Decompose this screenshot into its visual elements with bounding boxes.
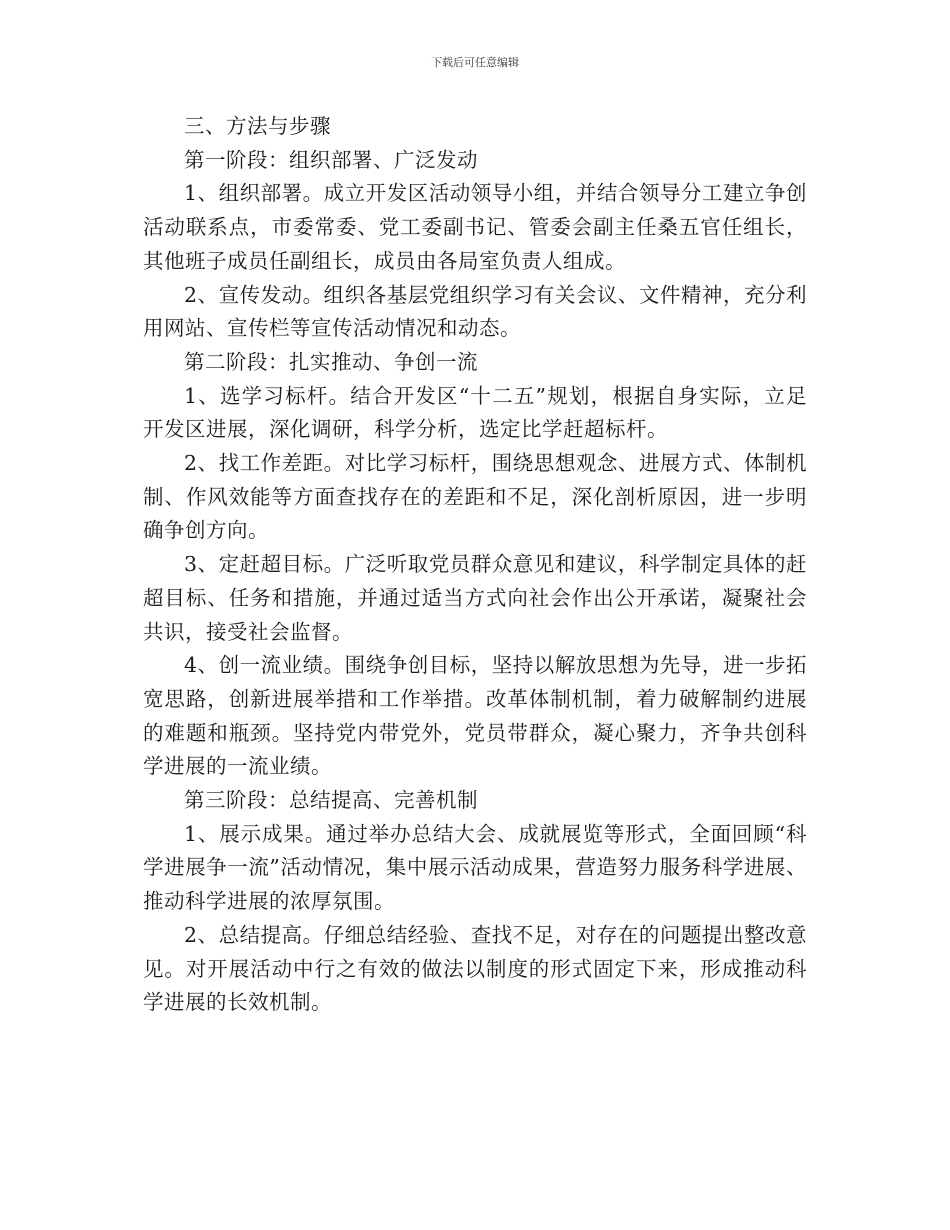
stage-heading-3: 第三阶段：总结提高、完善机制 xyxy=(184,788,478,813)
paragraph: 1、组织部署。成立开发区活动领导小组，并结合领导分工建立争创活动联系点，市委常委、党工委副书记、管委会副主任桑五官任组长，其他班子成员任副组长，成员由各局室负责人组成。 xyxy=(143,181,807,273)
paragraph: 1、展示成果。通过举办总结大会、成就展览等形式，全面回顾“科学进展争一流”活动情况，集中展示活动成果，营造努力服务科学进展、推动科学进展的浓厚氛围。 xyxy=(143,821,807,914)
stage-heading-1: 第一阶段：组织部署、广泛发动 xyxy=(184,147,478,172)
paragraph: 1、选学习标杆。结合开发区“十二五”规划，根据自身实际，立足开发区进展，深化调研，科学分析，选定比学赶超标杆。 xyxy=(143,383,807,442)
paragraph: 2、宣传发动。组织各基层党组织学习有关会议、文件精神，充分利用网站、宣传栏等宣传活动情况和动态。 xyxy=(143,282,807,341)
paragraph: 4、创一流业绩。围绕争创目标，坚持以解放思想为先导，进一步拓宽思路，创新进展举措和工作举措。改革体制机制，着力破解制约进展的难题和瓶颈。坚持党内带党外，党员带群众，凝心聚力，齐争共创科学进展的一流业绩。 xyxy=(143,653,807,779)
document-body xyxy=(143,110,807,1020)
section-heading: 三、方法与步骤 xyxy=(184,114,331,138)
paragraph: 3、定赶超目标。广泛听取党员群众意见和建议，科学制定具体的赶超目标、任务和措施，并通过适当方式向社会作出公开承诺，凝聚社会共识，接受社会监督。 xyxy=(143,552,807,644)
stage-heading-2: 第二阶段：扎实推动、争创一流 xyxy=(184,349,478,374)
page-header-note: 下载后可任意编辑 xyxy=(431,56,519,69)
paragraph: 2、找工作差距。对比学习标杆，围绕思想观念、进展方式、体制机制、作风效能等方面查找存在的差距和不足，深化剖析原因，进一步明确争创方向。 xyxy=(143,451,807,543)
paragraph: 2、总结提高。仔细总结经验、查找不足，对存在的问题提出整改意见。对开展活动中行之有效的做法以制度的形式固定下来，形成推动科学进展的长效机制。 xyxy=(143,922,807,1015)
